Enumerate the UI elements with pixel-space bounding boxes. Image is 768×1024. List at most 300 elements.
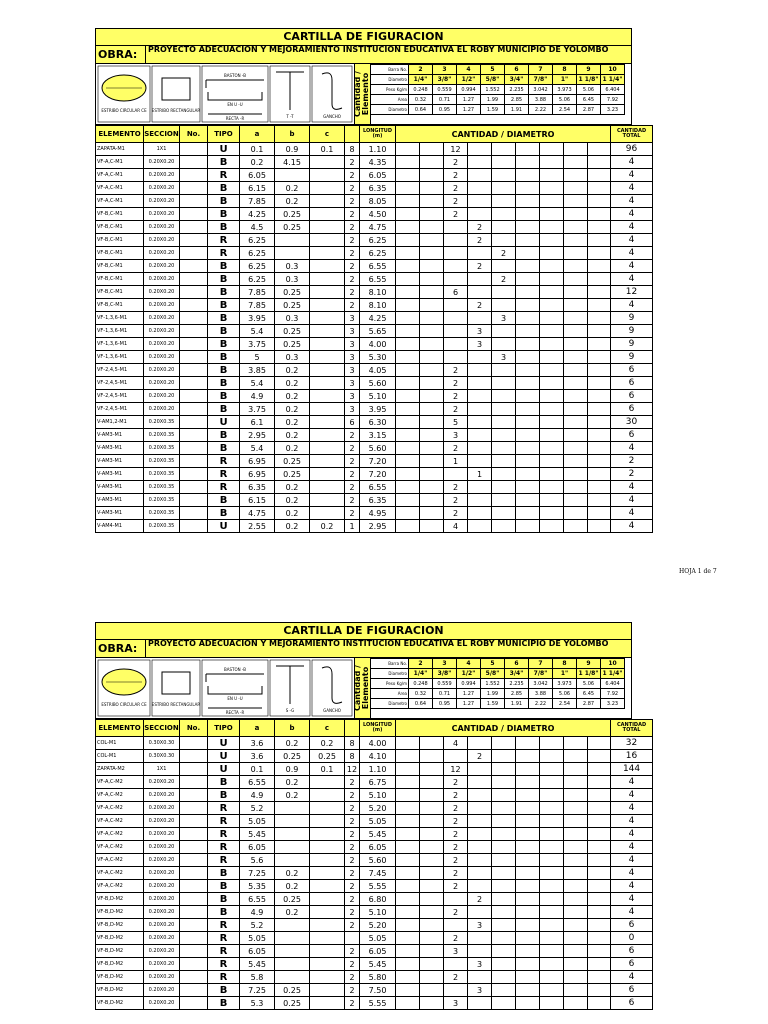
cell-b: 0.2 bbox=[275, 416, 310, 429]
cell-longitud: 4.10 bbox=[360, 750, 396, 763]
cell-no bbox=[180, 750, 208, 763]
cell-seccion: 0.20X0.20 bbox=[144, 867, 180, 880]
cell-cantidad-bar-3 bbox=[420, 468, 444, 481]
bar-weight: 2.235 bbox=[505, 85, 529, 95]
cell-cantidad-bar-9 bbox=[564, 520, 588, 533]
cell-c bbox=[310, 325, 345, 338]
bar-area: 1.27 bbox=[457, 689, 481, 699]
cell-cantidad-bar-9 bbox=[564, 403, 588, 416]
cell-seccion: 0.20X0.20 bbox=[144, 299, 180, 312]
cell-no bbox=[180, 325, 208, 338]
cell-elemento: VF-B,D-M2 bbox=[96, 997, 144, 1010]
cell-b bbox=[275, 945, 310, 958]
cell-cantidad-bar-5 bbox=[468, 247, 492, 260]
cell-tipo: R bbox=[208, 919, 240, 932]
cell-cantidad-bar-8 bbox=[540, 247, 564, 260]
cell-cantidad-bar-6: 2 bbox=[492, 273, 516, 286]
cell-cantidad-bar-6 bbox=[492, 468, 516, 481]
cell-cantidad-bar-9 bbox=[564, 286, 588, 299]
cell-no bbox=[180, 221, 208, 234]
cell-cantidad-bar-4: 2 bbox=[444, 932, 468, 945]
cell-tipo: R bbox=[208, 234, 240, 247]
cell-cantidad-bar-2 bbox=[396, 169, 420, 182]
cell-cantidad-bar-2 bbox=[396, 737, 420, 750]
cell-c bbox=[310, 880, 345, 893]
cell-c bbox=[310, 776, 345, 789]
cell-cantidad-bar-2 bbox=[396, 429, 420, 442]
cell-cantidad-bar-2 bbox=[396, 507, 420, 520]
cell-longitud: 7.50 bbox=[360, 984, 396, 997]
cell-cantidad-bar-4 bbox=[444, 260, 468, 273]
cell-c bbox=[310, 789, 345, 802]
bar-number: 10 bbox=[601, 65, 625, 75]
cell-cantidad-elemento: 2 bbox=[345, 260, 360, 273]
cell-cantidad-total: 4 bbox=[611, 247, 653, 260]
cell-c: 0.25 bbox=[310, 750, 345, 763]
cell-elemento: VF-A,C-M2 bbox=[96, 789, 144, 802]
shape-label-estribo-rectangular: ESTRIBO RECTANGULAR bbox=[151, 108, 201, 113]
bar-number: 6 bbox=[505, 659, 529, 669]
cell-cantidad-bar-2 bbox=[396, 906, 420, 919]
cell-c bbox=[310, 507, 345, 520]
cell-cantidad-bar-5: 2 bbox=[468, 260, 492, 273]
cell-cantidad-bar-4 bbox=[444, 273, 468, 286]
cell-cantidad-bar-10 bbox=[588, 932, 611, 945]
cell-cantidad-bar-10 bbox=[588, 841, 611, 854]
col-header-no: No. bbox=[180, 720, 208, 737]
bar-area: 3.88 bbox=[529, 689, 553, 699]
cell-cantidad-bar-4: 2 bbox=[444, 403, 468, 416]
cell-seccion: 0.20X0.20 bbox=[144, 880, 180, 893]
cell-cantidad-bar-3 bbox=[420, 442, 444, 455]
cell-tipo: B bbox=[208, 325, 240, 338]
cell-elemento: VF-A,C-M1 bbox=[96, 156, 144, 169]
cell-cantidad-bar-6 bbox=[492, 169, 516, 182]
shape-label-en-u: EN U -U bbox=[227, 696, 243, 701]
cell-elemento: VF-B,D-M2 bbox=[96, 958, 144, 971]
cell-cantidad-bar-8 bbox=[540, 260, 564, 273]
cell-cantidad-bar-10 bbox=[588, 182, 611, 195]
cell-cantidad-bar-4: 2 bbox=[444, 789, 468, 802]
cell-no bbox=[180, 364, 208, 377]
cell-cantidad-elemento: 2 bbox=[345, 481, 360, 494]
bar-diameter: 3/8" bbox=[433, 75, 457, 85]
cell-b: 0.2 bbox=[275, 182, 310, 195]
cell-cantidad-bar-7 bbox=[516, 828, 540, 841]
cell-cantidad-bar-7 bbox=[516, 338, 540, 351]
cell-cantidad-total: 6 bbox=[611, 958, 653, 971]
cell-cantidad-bar-5 bbox=[468, 802, 492, 815]
cell-cantidad-bar-10 bbox=[588, 247, 611, 260]
bar-diam-cm: 1.59 bbox=[481, 699, 505, 709]
cell-cantidad-bar-7 bbox=[516, 481, 540, 494]
cell-cantidad-bar-10 bbox=[588, 221, 611, 234]
cell-cantidad-bar-6 bbox=[492, 854, 516, 867]
cell-no bbox=[180, 932, 208, 945]
cell-a: 7.85 bbox=[240, 286, 275, 299]
cell-cantidad-elemento: 2 bbox=[345, 234, 360, 247]
cell-c: 0.1 bbox=[310, 763, 345, 776]
shape-label-en-u: EN U -U bbox=[227, 102, 243, 107]
cell-cantidad-bar-9 bbox=[564, 390, 588, 403]
cell-cantidad-bar-5 bbox=[468, 997, 492, 1010]
cell-cantidad-bar-4 bbox=[444, 351, 468, 364]
cell-seccion: 0.20X0.20 bbox=[144, 841, 180, 854]
cell-cantidad-elemento: 2 bbox=[345, 156, 360, 169]
cell-cantidad-bar-5 bbox=[468, 455, 492, 468]
bar-diam-cm: 0.64 bbox=[409, 105, 433, 115]
cell-a: 7.25 bbox=[240, 867, 275, 880]
cell-longitud: 5.60 bbox=[360, 442, 396, 455]
cell-cantidad-bar-3 bbox=[420, 971, 444, 984]
cell-seccion: 0.20X0.35 bbox=[144, 520, 180, 533]
cell-no bbox=[180, 338, 208, 351]
cell-cantidad-bar-9 bbox=[564, 750, 588, 763]
cell-b: 0.3 bbox=[275, 312, 310, 325]
cell-cantidad-bar-4: 2 bbox=[444, 828, 468, 841]
cell-elemento: VF-B,C-M1 bbox=[96, 208, 144, 221]
cell-seccion: 0.20X0.20 bbox=[144, 932, 180, 945]
cell-b: 0.2 bbox=[275, 377, 310, 390]
cell-cantidad-bar-4: 2 bbox=[444, 507, 468, 520]
cell-cantidad-elemento: 2 bbox=[345, 971, 360, 984]
cell-cantidad-total: 4 bbox=[611, 880, 653, 893]
cell-cantidad-bar-6 bbox=[492, 763, 516, 776]
cell-tipo: B bbox=[208, 260, 240, 273]
cell-cantidad-bar-4: 2 bbox=[444, 971, 468, 984]
cell-no bbox=[180, 351, 208, 364]
table-row bbox=[96, 507, 653, 520]
cell-elemento: VF-A,C-M1 bbox=[96, 169, 144, 182]
cell-cantidad-bar-2 bbox=[396, 234, 420, 247]
cell-longitud: 5.45 bbox=[360, 828, 396, 841]
cell-longitud: 4.05 bbox=[360, 364, 396, 377]
cell-cantidad-bar-4 bbox=[444, 984, 468, 997]
cell-cantidad-bar-10 bbox=[588, 351, 611, 364]
row-label-diametro: Diametro bbox=[371, 75, 409, 85]
cell-cantidad-bar-4: 2 bbox=[444, 442, 468, 455]
table-row bbox=[96, 750, 653, 763]
cell-tipo: B bbox=[208, 156, 240, 169]
cell-b: 0.25 bbox=[275, 750, 310, 763]
bar-area: 0.32 bbox=[409, 689, 433, 699]
cell-cantidad-bar-5: 2 bbox=[468, 299, 492, 312]
cell-cantidad-elemento: 8 bbox=[345, 737, 360, 750]
cell-tipo: R bbox=[208, 854, 240, 867]
cell-cantidad-bar-9 bbox=[564, 971, 588, 984]
cell-cantidad-total: 12 bbox=[611, 286, 653, 299]
table-row bbox=[96, 932, 653, 945]
cell-cantidad-bar-3 bbox=[420, 494, 444, 507]
cell-seccion: 0.20X0.20 bbox=[144, 997, 180, 1010]
table-row bbox=[96, 906, 653, 919]
cell-cantidad-bar-6 bbox=[492, 195, 516, 208]
shape-label-gancho: GANCHO bbox=[323, 114, 341, 119]
cell-cantidad-bar-4: 4 bbox=[444, 737, 468, 750]
cell-cantidad-elemento: 2 bbox=[345, 828, 360, 841]
cell-cantidad-bar-4 bbox=[444, 325, 468, 338]
cell-cantidad-bar-9 bbox=[564, 325, 588, 338]
cell-elemento: VF-B,C-M1 bbox=[96, 260, 144, 273]
cell-cantidad-bar-5 bbox=[468, 841, 492, 854]
cell-cantidad-bar-8 bbox=[540, 325, 564, 338]
cell-cantidad-elemento: 2 bbox=[345, 182, 360, 195]
cell-seccion: 0.20X0.20 bbox=[144, 390, 180, 403]
bar-properties-table bbox=[370, 658, 625, 709]
cell-cantidad-bar-4: 2 bbox=[444, 776, 468, 789]
cell-cantidad-bar-7 bbox=[516, 286, 540, 299]
cell-no bbox=[180, 494, 208, 507]
bar-diameter: 1" bbox=[553, 669, 577, 679]
cell-seccion: 0.20X0.20 bbox=[144, 195, 180, 208]
cell-no bbox=[180, 195, 208, 208]
cell-cantidad-bar-10 bbox=[588, 143, 611, 156]
cell-seccion: 0.20X0.20 bbox=[144, 273, 180, 286]
cell-c bbox=[310, 945, 345, 958]
cell-elemento: VF-B,C-M1 bbox=[96, 221, 144, 234]
cell-cantidad-elemento: 2 bbox=[345, 273, 360, 286]
cell-b: 0.2 bbox=[275, 507, 310, 520]
cell-tipo: B bbox=[208, 789, 240, 802]
cell-c: 0.2 bbox=[310, 737, 345, 750]
cell-cantidad-elemento: 2 bbox=[345, 997, 360, 1010]
cell-a: 6.1 bbox=[240, 416, 275, 429]
cell-cantidad-bar-7 bbox=[516, 156, 540, 169]
cell-longitud: 6.75 bbox=[360, 776, 396, 789]
table-row bbox=[96, 789, 653, 802]
cell-longitud: 5.80 bbox=[360, 971, 396, 984]
cell-cantidad-bar-3 bbox=[420, 906, 444, 919]
cell-b bbox=[275, 971, 310, 984]
cell-cantidad-bar-7 bbox=[516, 221, 540, 234]
cell-cantidad-bar-10 bbox=[588, 776, 611, 789]
bar-area: 1.27 bbox=[457, 95, 481, 105]
cell-seccion: 0.20X0.35 bbox=[144, 468, 180, 481]
cell-cantidad-bar-2 bbox=[396, 750, 420, 763]
cell-cantidad-bar-6 bbox=[492, 221, 516, 234]
cell-no bbox=[180, 143, 208, 156]
cell-no bbox=[180, 984, 208, 997]
col-header-a: a bbox=[240, 720, 275, 737]
cell-cantidad-bar-3 bbox=[420, 299, 444, 312]
cell-cantidad-bar-6 bbox=[492, 455, 516, 468]
cell-cantidad-bar-2 bbox=[396, 325, 420, 338]
cell-cantidad-bar-10 bbox=[588, 312, 611, 325]
cell-cantidad-bar-2 bbox=[396, 299, 420, 312]
cell-c bbox=[310, 260, 345, 273]
bar-area: 2.85 bbox=[505, 95, 529, 105]
cell-b: 0.25 bbox=[275, 455, 310, 468]
col-header-cantidad-total: CANTIDAD TOTAL bbox=[611, 720, 653, 737]
cell-cantidad-elemento: 2 bbox=[345, 247, 360, 260]
cell-a: 3.95 bbox=[240, 312, 275, 325]
cell-cantidad-bar-3 bbox=[420, 338, 444, 351]
cell-longitud: 7.20 bbox=[360, 468, 396, 481]
cell-cantidad-elemento: 2 bbox=[345, 221, 360, 234]
cell-cantidad-bar-10 bbox=[588, 169, 611, 182]
table-row bbox=[96, 945, 653, 958]
cell-cantidad-bar-7 bbox=[516, 750, 540, 763]
cell-cantidad-bar-9 bbox=[564, 182, 588, 195]
bar-weight: 3.042 bbox=[529, 679, 553, 689]
obra-label: OBRA: bbox=[96, 640, 146, 657]
cell-cantidad-total: 4 bbox=[611, 494, 653, 507]
bar-diam-cm: 1.59 bbox=[481, 105, 505, 115]
cell-no bbox=[180, 299, 208, 312]
cell-elemento: V-AM3-M1 bbox=[96, 507, 144, 520]
cell-cantidad-bar-6: 3 bbox=[492, 312, 516, 325]
cell-cantidad-bar-2 bbox=[396, 312, 420, 325]
cell-b: 0.9 bbox=[275, 763, 310, 776]
cell-seccion: 0.20X0.20 bbox=[144, 776, 180, 789]
cell-cantidad-elemento: 3 bbox=[345, 364, 360, 377]
cell-cantidad-bar-10 bbox=[588, 416, 611, 429]
cell-elemento: VF-1,3,6-M1 bbox=[96, 338, 144, 351]
cell-cantidad-bar-10 bbox=[588, 377, 611, 390]
cell-cantidad-elemento: 2 bbox=[345, 893, 360, 906]
cell-cantidad-bar-6 bbox=[492, 958, 516, 971]
cell-cantidad-bar-6 bbox=[492, 828, 516, 841]
cell-cantidad-bar-4: 2 bbox=[444, 867, 468, 880]
cell-no bbox=[180, 455, 208, 468]
bar-area: 7.92 bbox=[601, 95, 625, 105]
cell-a: 6.05 bbox=[240, 841, 275, 854]
table-row bbox=[96, 958, 653, 971]
cell-longitud: 5.10 bbox=[360, 390, 396, 403]
cell-b: 0.25 bbox=[275, 221, 310, 234]
cell-c bbox=[310, 351, 345, 364]
cell-cantidad-total: 9 bbox=[611, 338, 653, 351]
cell-tipo: R bbox=[208, 958, 240, 971]
cell-cantidad-bar-10 bbox=[588, 520, 611, 533]
cell-cantidad-total: 144 bbox=[611, 763, 653, 776]
cell-cantidad-bar-7 bbox=[516, 390, 540, 403]
cell-cantidad-bar-10 bbox=[588, 325, 611, 338]
bar-weight: 5.06 bbox=[577, 85, 601, 95]
cell-cantidad-bar-4: 2 bbox=[444, 841, 468, 854]
cell-b: 0.25 bbox=[275, 208, 310, 221]
bar-weight: 0.248 bbox=[409, 679, 433, 689]
cell-cantidad-bar-9 bbox=[564, 377, 588, 390]
cell-seccion: 0.20X0.20 bbox=[144, 364, 180, 377]
cell-seccion: 0.20X0.20 bbox=[144, 958, 180, 971]
table-row bbox=[96, 494, 653, 507]
cell-cantidad-bar-7 bbox=[516, 351, 540, 364]
cell-cantidad-bar-10 bbox=[588, 299, 611, 312]
table-row bbox=[96, 260, 653, 273]
cell-cantidad-bar-3 bbox=[420, 390, 444, 403]
cell-cantidad-bar-3 bbox=[420, 377, 444, 390]
cell-a: 0.1 bbox=[240, 143, 275, 156]
cell-cantidad-bar-9 bbox=[564, 854, 588, 867]
cell-cantidad-bar-2 bbox=[396, 763, 420, 776]
cell-c bbox=[310, 247, 345, 260]
bar-diam-cm: 0.64 bbox=[409, 699, 433, 709]
cell-cantidad-total: 6 bbox=[611, 919, 653, 932]
cell-cantidad-elemento: 1 bbox=[345, 520, 360, 533]
cell-cantidad-bar-8 bbox=[540, 195, 564, 208]
cell-a: 5.45 bbox=[240, 828, 275, 841]
cell-cantidad-bar-10 bbox=[588, 481, 611, 494]
cell-longitud: 4.50 bbox=[360, 208, 396, 221]
cell-elemento: V-AM3-M1 bbox=[96, 494, 144, 507]
cell-cantidad-bar-6 bbox=[492, 481, 516, 494]
cell-cantidad-elemento bbox=[345, 932, 360, 945]
cell-cantidad-bar-2 bbox=[396, 494, 420, 507]
bar-diameter: 1/2" bbox=[457, 75, 481, 85]
cell-cantidad-bar-2 bbox=[396, 880, 420, 893]
cell-c bbox=[310, 455, 345, 468]
cell-seccion: 0.20X0.20 bbox=[144, 984, 180, 997]
cell-cantidad-bar-8 bbox=[540, 802, 564, 815]
cell-cantidad-bar-5 bbox=[468, 429, 492, 442]
cell-longitud: 3.15 bbox=[360, 429, 396, 442]
cell-cantidad-total: 4 bbox=[611, 234, 653, 247]
cell-cantidad-bar-10 bbox=[588, 195, 611, 208]
cell-cantidad-bar-2 bbox=[396, 971, 420, 984]
bar-number: 4 bbox=[457, 659, 481, 669]
bar-diameter: 1 1/8" bbox=[577, 669, 601, 679]
cell-cantidad-bar-5: 3 bbox=[468, 325, 492, 338]
cell-no bbox=[180, 737, 208, 750]
cell-longitud: 6.55 bbox=[360, 273, 396, 286]
cell-elemento: V-AM3-M1 bbox=[96, 429, 144, 442]
cell-cantidad-bar-7 bbox=[516, 815, 540, 828]
bar-diam-cm: 2.22 bbox=[529, 105, 553, 115]
cell-cantidad-bar-5: 3 bbox=[468, 958, 492, 971]
bar-diam-cm: 2.87 bbox=[577, 105, 601, 115]
cell-c bbox=[310, 815, 345, 828]
cell-seccion: 0.20X0.20 bbox=[144, 208, 180, 221]
cell-cantidad-bar-4: 2 bbox=[444, 208, 468, 221]
cell-cantidad-bar-4: 5 bbox=[444, 416, 468, 429]
cell-cantidad-elemento: 2 bbox=[345, 789, 360, 802]
cell-cantidad-bar-6 bbox=[492, 390, 516, 403]
cell-longitud: 5.10 bbox=[360, 906, 396, 919]
shape-label-s: S -G bbox=[285, 708, 295, 713]
figuracion-table bbox=[95, 125, 653, 533]
cell-cantidad-bar-2 bbox=[396, 932, 420, 945]
cell-longitud: 6.55 bbox=[360, 260, 396, 273]
cell-cantidad-bar-7 bbox=[516, 143, 540, 156]
cell-longitud: 5.20 bbox=[360, 802, 396, 815]
cell-cantidad-total: 4 bbox=[611, 789, 653, 802]
cell-cantidad-bar-7 bbox=[516, 273, 540, 286]
cell-cantidad-bar-5 bbox=[468, 312, 492, 325]
cell-cantidad-bar-8 bbox=[540, 997, 564, 1010]
cell-cantidad-bar-9 bbox=[564, 299, 588, 312]
cell-cantidad-bar-5 bbox=[468, 481, 492, 494]
cell-b bbox=[275, 854, 310, 867]
cell-cantidad-bar-7 bbox=[516, 455, 540, 468]
col-header-c: c bbox=[310, 126, 345, 143]
cell-tipo: B bbox=[208, 273, 240, 286]
cell-a: 6.25 bbox=[240, 234, 275, 247]
cell-elemento: VF-B,C-M1 bbox=[96, 299, 144, 312]
cell-b: 0.25 bbox=[275, 997, 310, 1010]
cell-cantidad-total: 4 bbox=[611, 971, 653, 984]
cell-seccion: 0.20X0.20 bbox=[144, 234, 180, 247]
cell-tipo: U bbox=[208, 763, 240, 776]
cell-seccion: 0.30X0.30 bbox=[144, 750, 180, 763]
cell-a: 6.25 bbox=[240, 247, 275, 260]
table-body bbox=[96, 143, 653, 533]
cell-elemento: VF-A,C-M1 bbox=[96, 195, 144, 208]
cell-cantidad-bar-3 bbox=[420, 919, 444, 932]
cell-cantidad-bar-6 bbox=[492, 932, 516, 945]
cell-no bbox=[180, 156, 208, 169]
cell-no bbox=[180, 802, 208, 815]
